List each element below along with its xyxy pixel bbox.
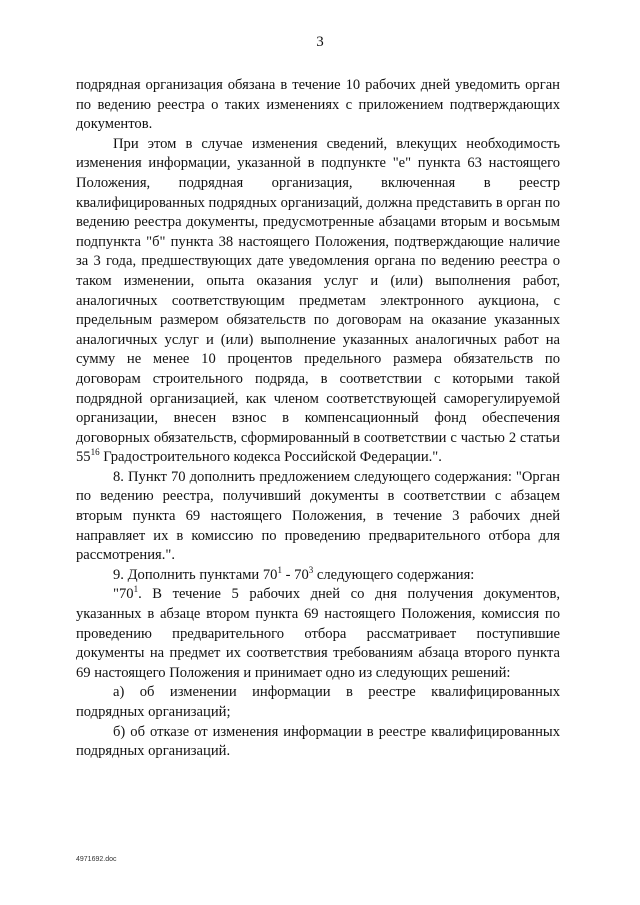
document-body: [76, 76, 560, 762]
paragraph-item-9: [76, 566, 560, 586]
text-segment: . В течение 5 рабочих дней со дня получения документов, указанных в абзаце втором пункта 69 настоящего Положения, комиссия по проведению предварительного отбора рассматривает поступившие документы на предмет их соответствия требованиям абзаца второго пункта 69 настоящего Положения и принимает одно из следующих решений:: [76, 586, 560, 681]
page-number: 3: [316, 34, 324, 50]
text-segment: "70: [113, 586, 134, 603]
paragraph-item-8: [76, 468, 560, 566]
superscript: 16: [90, 447, 100, 458]
superscript: 3: [308, 564, 314, 575]
text-segment: б) об отказе от изменения информации в реестре квалифицированных подрядных организаций.: [76, 723, 560, 760]
paragraph-subitem-b: [76, 723, 560, 762]
paragraph-continuation: [76, 76, 560, 135]
superscript: 1: [133, 584, 139, 595]
paragraph-item-70-1: [76, 585, 560, 683]
text-segment: Градостроительного кодекса Российской Федерации.".: [99, 449, 442, 466]
paragraph-subitem-a: [76, 683, 560, 722]
text-segment: При этом в случае изменения сведений, влекущих необходимость изменения информации, указанной в подпункте "е" пункта 63 настоящего Положения, подрядная организация, включенная в реестр квалифицированных подрядных организаций, должна представить в орган по ведению реестра документы, предусмотренные абзацами вторым и восьмым подпункта "б" пункта 38 настоящего Положения, подтверждающие наличие за 3 года, предшествующих дате уведомления органа по ведению реестра о таком изменении, опыта оказания услуг и (или) выполнения работ, аналогичных соответствующим предметам электронного аукциона, с предельным размером обязательств по договорам на оказание указанных аналогичных услуг и (или) выполнение указанных аналогичных работ на сумму не менее 10 процентов предельного размера обязательств по договорам строительного подряда, в соответствии с которыми такой подрядной организацией, как членом соответствующей саморегулируемой организации, внесен взнос в компенсационный фонд обеспечения договорных обязательств, сформированный в соответствии с частью 2 статьи 55: [76, 135, 560, 466]
text-segment: следующего содержания:: [313, 566, 475, 583]
text-segment: 9. Дополнить пунктами 70: [113, 566, 278, 583]
text-segment: 8. Пункт 70 дополнить предложением следующего содержания: "Орган по ведению реестра, получивший документы в соответствии с абзацем вторым пункта 69 настоящего Положения, в течение 3 рабочих дней направляет их в комиссию по проведению предварительного отбора для рассмотрения.".: [76, 468, 560, 564]
text-segment: - 70: [281, 566, 309, 583]
text-segment: подрядная организация обязана в течение 10 рабочих дней уведомить орган по ведению реестра о таких изменениях с приложением подтверждающих документов.: [76, 77, 560, 133]
text-segment: а) об изменении информации в реестре квалифицированных подрядных организаций;: [76, 684, 560, 720]
footer-file-name: 4971692.doc: [76, 856, 117, 863]
paragraph-change-info: [76, 135, 560, 468]
superscript: 1: [277, 564, 282, 575]
